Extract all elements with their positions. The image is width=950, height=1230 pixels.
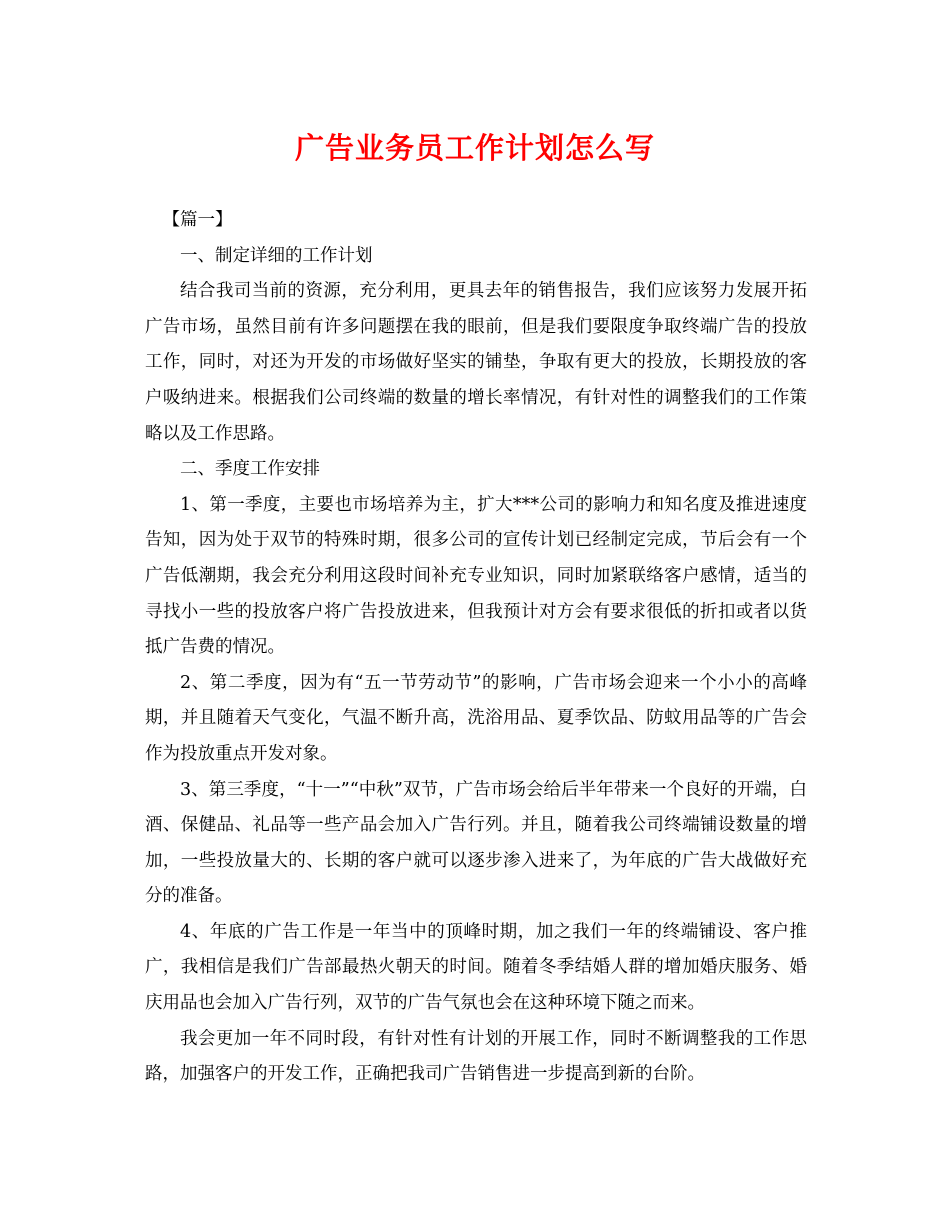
document-body [145, 203, 807, 1093]
paragraph-q2: 2、第二季度，因为有“五一节劳动节”的影响，广告市场会迎来一个小小的高峰期，并且随着天气变化，气温不断升高，洗浴用品、夏季饮品、防蚊用品等的广告会作为投放重点开发对象。 [145, 672, 807, 764]
paragraph-q3: 3、第三季度，“十一”“中秋”双节，广告市场会给后半年带来一个良好的开端，白酒、保健品、礼品等一些产品会加入广告行列。并且，随着我公司终端铺设数量的增加，一些投放量大的、长期的客户就可以逐步渗入进来了，为年底的广告大战做好充分的准备。 [145, 779, 807, 907]
heading-quarterly-plan: 二、季度工作安排 [180, 459, 320, 480]
heading-work-plan: 一、制定详细的工作计划 [180, 245, 373, 266]
paragraph-work-plan: 结合我司当前的资源，充分利用，更具去年的销售报告，我们应该努力发展开拓广告市场，虽然目前有许多问题摆在我的眼前，但是我们要限度争取终端广告的投放工作，同时，对还为开发的市场做好坚实的铺垫，争取有更大的投放，长期投放的客户吸纳进来。根据我们公司终端的数量的增长率情况，有针对性的调整我们的工作策略以及工作思路。 [145, 281, 807, 444]
paragraph-q4: 4、年底的广告工作是一年当中的顶峰时期，加之我们一年的终端铺设、客户推广，我相信是我们广告部最热火朝天的时间。随着冬季结婚人群的增加婚庆服务、婚庆用品也会加入广告行列，双节的广告气氛也会在这种环境下随之而来。 [145, 921, 807, 1014]
section-tag: 【篇一】 [162, 210, 233, 230]
document-title: 广告业务员工作计划怎么写 [294, 131, 655, 165]
paragraph-conclusion: 我会更加一年不同时段，有针对性有计划的开展工作，同时不断调整我的工作思路，加强客户的开发工作，正确把我司广告销售进一步提高到新的台阶。 [145, 1028, 807, 1085]
paragraph-q1: 1、第一季度，主要也市场培养为主，扩大***公司的影响力和知名度及推进速度告知，因为处于双节的特殊时期，很多公司的宣传计划已经制定完成，节后会有一个广告低潮期，我会充分利用这段时间补充专业知识，同时加紧联络客户感情，适当的寻找小一些的投放客户将广告投放进来，但我预计对方会有要求很低的折扣或者以货抵广告费的情况。 [145, 494, 807, 658]
